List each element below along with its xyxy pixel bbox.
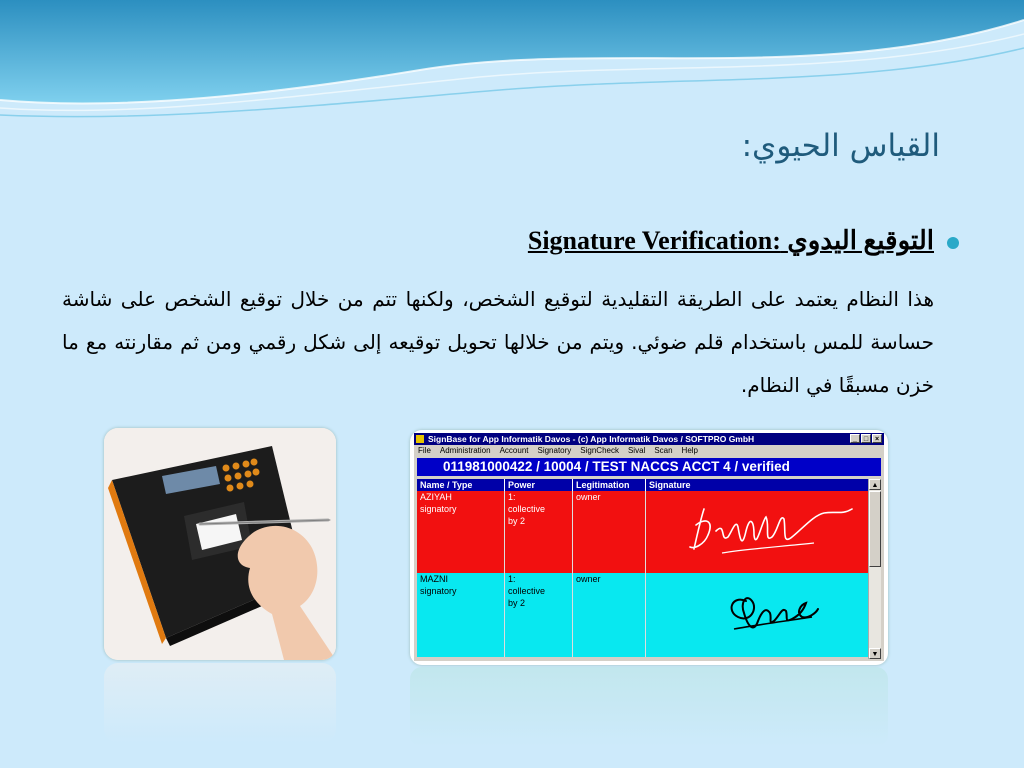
body-paragraph: هذا النظام يعتمد على الطريقة التقليدية لتوقيع الشخص، ولكنها تتم من خلال توقيع الشخص على شاشة حساسة للمس باستخدام قلم ضوئي. ويتم من خلالها تحويل توقيعه إلى شكل رقمي ومن ثم مقارنته مع ما خزن مسبقًا في النظام.: [62, 287, 934, 397]
col-legitimation[interactable]: Legitimation: [573, 479, 646, 491]
menu-sival[interactable]: Sival: [627, 446, 646, 455]
subheading-english: Signature Verification:: [527, 226, 781, 255]
signature-image: [646, 491, 869, 573]
signbase-window: [414, 433, 884, 661]
signature-pad-photo: [104, 428, 336, 660]
menu-signatory[interactable]: Signatory: [537, 446, 572, 455]
subheading-arabic: التوقيع اليدوي: [787, 226, 934, 255]
signatory-grid: [417, 479, 869, 659]
cell-power: 1: collective by 2: [505, 573, 573, 657]
window-titlebar: [414, 433, 884, 445]
app-icon: [416, 435, 424, 443]
header-wave: [0, 0, 1024, 130]
cell-name: AZIYAH signatory: [417, 491, 505, 573]
minimize-button[interactable]: _: [850, 434, 860, 443]
table-row[interactable]: [417, 573, 869, 657]
menu-signcheck[interactable]: SignCheck: [580, 446, 619, 455]
signature-image: [646, 573, 869, 657]
signbase-screenshot: [410, 430, 888, 665]
signature-pad-illustration: [104, 428, 336, 660]
menu-help[interactable]: Help: [681, 446, 698, 455]
grid-header: [417, 479, 869, 491]
menu-bar: [414, 445, 884, 456]
col-power[interactable]: Power: [505, 479, 573, 491]
menu-account[interactable]: Account: [499, 446, 529, 455]
cell-power: 1: collective by 2: [505, 491, 573, 573]
window-title: SignBase for App Informatik Davos - (c) App Informatik Davos / SOFTPRO GmbH: [428, 434, 755, 444]
maximize-button[interactable]: □: [861, 434, 871, 443]
menu-administration[interactable]: Administration: [439, 446, 491, 455]
signature-scribble-mazni: [646, 573, 869, 657]
screenshot-reflection: [410, 667, 888, 747]
col-signature[interactable]: Signature: [646, 479, 869, 491]
scroll-down-icon[interactable]: ▼: [869, 648, 881, 659]
scroll-up-icon[interactable]: ▲: [869, 479, 881, 490]
scroll-thumb[interactable]: [869, 491, 881, 567]
menu-file[interactable]: File: [418, 446, 431, 455]
bullet-icon: [947, 237, 959, 249]
signature-scribble-aziyah: [646, 491, 869, 573]
menu-scan[interactable]: Scan: [654, 446, 673, 455]
subheading: [528, 226, 934, 256]
cell-legitimation: owner: [573, 573, 646, 657]
table-row[interactable]: [417, 491, 869, 573]
cell-name: MAZNI signatory: [417, 573, 505, 657]
close-button[interactable]: ×: [872, 434, 882, 443]
col-name-type[interactable]: Name / Type: [417, 479, 505, 491]
cell-legitimation: owner: [573, 491, 646, 573]
vertical-scrollbar[interactable]: [868, 479, 881, 659]
account-bar: 011981000422 / 10004 / TEST NACCS ACCT 4 / verified: [417, 458, 881, 476]
photo-reflection: [104, 663, 336, 743]
slide-title: القياس الحيوي:: [741, 128, 940, 164]
